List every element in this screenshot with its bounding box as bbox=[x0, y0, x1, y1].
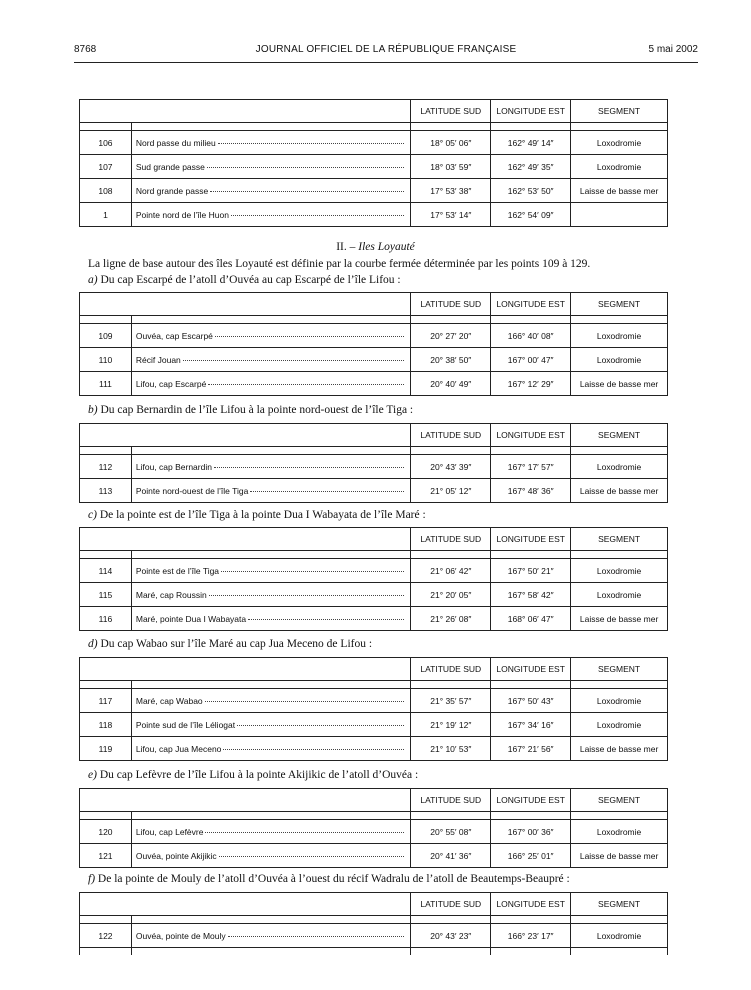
spacer-cell bbox=[571, 916, 668, 924]
subsection-text: De la pointe de Mouly de l’atoll d’Ouvéa à l’ouest du récif Wadralu de l’atoll de Beautemps-Beaupré : bbox=[97, 873, 570, 885]
header-blank-cell bbox=[80, 100, 411, 123]
latitude-value: 18° 03′ 59″ bbox=[411, 155, 491, 179]
latitude-header: LATITUDE SUD bbox=[411, 100, 491, 123]
spacer-cell bbox=[491, 812, 571, 820]
point-number: 120 bbox=[80, 820, 132, 844]
header-blank-cell bbox=[80, 893, 411, 916]
point-number: 112 bbox=[80, 455, 132, 479]
dot-leader bbox=[215, 336, 404, 337]
point-name-cell bbox=[131, 607, 411, 631]
segment-value: Loxodromie bbox=[571, 820, 668, 844]
spacer-cell bbox=[131, 316, 410, 324]
spacer-cell bbox=[80, 681, 132, 689]
points-table-continued bbox=[79, 99, 668, 227]
longitude-value: 166° 40′ 08″ bbox=[491, 324, 571, 348]
dot-leader bbox=[228, 936, 405, 937]
spacer-cell bbox=[80, 447, 132, 455]
latitude-header: LATITUDE SUD bbox=[411, 658, 491, 681]
segment-header: SEGMENT bbox=[571, 293, 668, 316]
table-spacer-row bbox=[80, 681, 668, 689]
table-row bbox=[80, 348, 668, 372]
point-name-cell bbox=[131, 479, 411, 503]
spacer-cell bbox=[411, 447, 491, 455]
segment-value: Loxodromie bbox=[571, 559, 668, 583]
table-spacer-row bbox=[80, 551, 668, 559]
spacer-cell bbox=[491, 316, 571, 324]
subsection-letter: f) bbox=[88, 873, 96, 885]
latitude-value: 20° 43′ 23″ bbox=[411, 924, 491, 948]
point-name-cell bbox=[131, 737, 410, 761]
continuation-cell bbox=[131, 948, 410, 956]
longitude-header: LONGITUDE EST bbox=[491, 658, 571, 681]
longitude-value: 167° 48′ 36″ bbox=[491, 479, 571, 503]
point-number: 106 bbox=[80, 131, 132, 155]
segment-value: Laisse de basse mer bbox=[571, 372, 668, 396]
spacer-cell bbox=[411, 916, 491, 924]
point-name-cell bbox=[131, 455, 411, 479]
segment-value: Loxodromie bbox=[571, 455, 668, 479]
spacer-cell bbox=[491, 681, 571, 689]
spacer-cell bbox=[571, 123, 668, 131]
latitude-value: 21° 19′ 12″ bbox=[411, 713, 491, 737]
point-name: Maré, cap Wabao bbox=[135, 695, 203, 706]
spacer-cell bbox=[80, 316, 132, 324]
table-spacer-row bbox=[80, 447, 668, 455]
point-name-cell bbox=[131, 924, 410, 948]
latitude-value: 21° 35′ 57″ bbox=[411, 689, 491, 713]
latitude-value: 20° 40′ 49″ bbox=[411, 372, 491, 396]
table-row bbox=[80, 455, 668, 479]
latitude-value: 21° 10′ 53″ bbox=[411, 737, 491, 761]
point-number: 111 bbox=[80, 372, 132, 396]
segment-header: SEGMENT bbox=[571, 658, 668, 681]
table-header-row bbox=[80, 293, 668, 316]
dot-leader bbox=[214, 467, 404, 468]
table-header-row bbox=[80, 789, 668, 812]
segment-value: Loxodromie bbox=[571, 713, 668, 737]
point-name-cell bbox=[131, 689, 410, 713]
header-rule bbox=[74, 62, 698, 63]
dot-leader bbox=[205, 832, 404, 833]
spacer-cell bbox=[571, 316, 668, 324]
subsection-letter: d) bbox=[88, 638, 98, 650]
header-blank-cell bbox=[80, 293, 411, 316]
point-name: Pointe est de l’île Tiga bbox=[135, 565, 220, 576]
point-name: Maré, pointe Dua I Wabayata bbox=[135, 613, 247, 624]
spacer-cell bbox=[491, 551, 571, 559]
spacer-cell bbox=[131, 447, 411, 455]
point-name-cell bbox=[131, 179, 410, 203]
header-blank-cell bbox=[80, 424, 411, 447]
table-spacer-row bbox=[80, 916, 668, 924]
table-header-row bbox=[80, 893, 668, 916]
point-name: Nord grande passe bbox=[135, 185, 209, 196]
point-name: Lifou, cap Jua Meceno bbox=[135, 743, 222, 754]
table-row bbox=[80, 583, 668, 607]
point-number: 115 bbox=[80, 583, 132, 607]
latitude-value: 20° 43′ 39″ bbox=[411, 455, 491, 479]
spacer-cell bbox=[491, 916, 571, 924]
segment-value: Laisse de basse mer bbox=[571, 844, 668, 868]
continuation-cell bbox=[491, 948, 571, 956]
latitude-value: 21° 06′ 42″ bbox=[411, 559, 491, 583]
longitude-header: LONGITUDE EST bbox=[491, 789, 571, 812]
table-header-row bbox=[80, 528, 668, 551]
table-row bbox=[80, 689, 668, 713]
point-name-cell bbox=[131, 713, 410, 737]
table-row bbox=[80, 844, 668, 868]
point-name: Maré, cap Roussin bbox=[135, 589, 207, 600]
latitude-value: 20° 41′ 36″ bbox=[411, 844, 491, 868]
point-name: Récif Jouan bbox=[135, 354, 181, 365]
spacer-cell bbox=[571, 812, 668, 820]
latitude-value: 20° 38′ 50″ bbox=[411, 348, 491, 372]
segment-value: Loxodromie bbox=[571, 131, 668, 155]
longitude-value: 167° 00′ 36″ bbox=[491, 820, 571, 844]
segment-value: Laisse de basse mer bbox=[571, 607, 668, 631]
dot-leader bbox=[210, 191, 404, 192]
point-name: Lifou, cap Escarpé bbox=[135, 378, 207, 389]
latitude-header: LATITUDE SUD bbox=[411, 424, 491, 447]
point-name: Ouvéa, cap Escarpé bbox=[135, 330, 213, 341]
longitude-value: 162° 53′ 50″ bbox=[491, 179, 571, 203]
dot-leader bbox=[237, 725, 404, 726]
table-row bbox=[80, 713, 668, 737]
table-row bbox=[80, 559, 668, 583]
dot-leader bbox=[218, 143, 405, 144]
point-number: 114 bbox=[80, 559, 132, 583]
subsection-text: Du cap Escarpé de l’atoll d’Ouvéa au cap Escarpé de l’île Lifou : bbox=[100, 274, 401, 286]
longitude-header: LONGITUDE EST bbox=[491, 293, 571, 316]
longitude-value: 162° 49′ 14″ bbox=[491, 131, 571, 155]
point-name-cell bbox=[131, 559, 411, 583]
longitude-value: 167° 50′ 43″ bbox=[491, 689, 571, 713]
spacer-cell bbox=[80, 812, 132, 820]
spacer-cell bbox=[131, 812, 410, 820]
longitude-value: 162° 54′ 09″ bbox=[491, 203, 571, 227]
points-table-f bbox=[79, 892, 668, 955]
point-number: 117 bbox=[80, 689, 132, 713]
point-name: Lifou, cap Bernardin bbox=[135, 461, 212, 472]
dot-leader bbox=[183, 360, 405, 361]
point-name-cell bbox=[131, 844, 410, 868]
segment-value: Loxodromie bbox=[571, 583, 668, 607]
header-blank-cell bbox=[80, 789, 411, 812]
point-name-cell bbox=[131, 820, 410, 844]
point-number: 107 bbox=[80, 155, 132, 179]
point-name: Nord passe du milieu bbox=[135, 137, 216, 148]
point-name: Ouvéa, pointe de Mouly bbox=[135, 930, 226, 941]
spacer-cell bbox=[411, 812, 491, 820]
longitude-value: 167° 34′ 16″ bbox=[491, 713, 571, 737]
section-intro: La ligne de base autour des îles Loyauté est définie par la courbe fermée déterminée par les points 109 à 129. bbox=[88, 258, 591, 270]
point-name-cell bbox=[131, 372, 410, 396]
dot-leader bbox=[205, 701, 405, 702]
spacer-cell bbox=[80, 916, 132, 924]
longitude-header: LONGITUDE EST bbox=[491, 893, 571, 916]
longitude-value: 167° 12′ 29″ bbox=[491, 372, 571, 396]
spacer-cell bbox=[80, 123, 132, 131]
point-name: Ouvéa, pointe Akijikic bbox=[135, 850, 217, 861]
table-header-row bbox=[80, 100, 668, 123]
journal-title: JOURNAL OFFICIEL DE LA RÉPUBLIQUE FRANÇAISE bbox=[255, 44, 517, 55]
dot-leader bbox=[248, 619, 404, 620]
segment-value: Loxodromie bbox=[571, 348, 668, 372]
dot-leader bbox=[208, 384, 404, 385]
spacer-cell bbox=[411, 316, 491, 324]
section-heading bbox=[0, 241, 751, 253]
longitude-value: 166° 23′ 17″ bbox=[491, 924, 571, 948]
table-row bbox=[80, 131, 668, 155]
segment-value: Loxodromie bbox=[571, 689, 668, 713]
spacer-cell bbox=[131, 123, 410, 131]
segment-header: SEGMENT bbox=[571, 528, 668, 551]
points-table-a bbox=[79, 292, 668, 396]
longitude-header: LONGITUDE EST bbox=[491, 100, 571, 123]
segment-value: Laisse de basse mer bbox=[571, 737, 668, 761]
latitude-value: 21° 05′ 12″ bbox=[411, 479, 491, 503]
page-number: 8768 bbox=[74, 44, 97, 55]
subsection-e-heading bbox=[88, 769, 418, 781]
table-header-row bbox=[80, 424, 668, 447]
segment-value: Laisse de basse mer bbox=[571, 179, 668, 203]
table-row bbox=[80, 607, 668, 631]
point-name: Pointe nord-ouest de l’île Tiga bbox=[135, 485, 249, 496]
latitude-value: 21° 26′ 08″ bbox=[411, 607, 491, 631]
spacer-cell bbox=[131, 916, 410, 924]
longitude-value: 168° 06′ 47″ bbox=[491, 607, 571, 631]
subsection-text: Du cap Wabao sur l’île Maré au cap Jua Meceno de Lifou : bbox=[100, 638, 373, 650]
spacer-cell bbox=[491, 447, 571, 455]
dot-leader bbox=[209, 595, 405, 596]
point-number: 122 bbox=[80, 924, 132, 948]
table-row bbox=[80, 179, 668, 203]
point-name-cell bbox=[131, 583, 411, 607]
spacer-cell bbox=[491, 123, 571, 131]
segment-value: Laisse de basse mer bbox=[571, 479, 668, 503]
dot-leader bbox=[231, 215, 404, 216]
section-number: II. – bbox=[336, 241, 356, 253]
subsection-d-heading bbox=[88, 638, 372, 650]
subsection-letter: b) bbox=[88, 404, 98, 416]
table-header-row bbox=[80, 658, 668, 681]
subsection-text: Du cap Lefèvre de l’île Lifou à la pointe Akijikic de l’atoll d’Ouvéa : bbox=[99, 769, 419, 781]
point-number: 119 bbox=[80, 737, 132, 761]
header-blank-cell bbox=[80, 658, 411, 681]
segment-header: SEGMENT bbox=[571, 893, 668, 916]
header-blank-cell bbox=[80, 528, 411, 551]
table-row bbox=[80, 203, 668, 227]
latitude-value: 18° 05′ 06″ bbox=[411, 131, 491, 155]
segment-value: Loxodromie bbox=[571, 924, 668, 948]
latitude-value: 17° 53′ 38″ bbox=[411, 179, 491, 203]
dot-leader bbox=[207, 167, 404, 168]
longitude-value: 162° 49′ 35″ bbox=[491, 155, 571, 179]
longitude-value: 167° 50′ 21″ bbox=[491, 559, 571, 583]
spacer-cell bbox=[80, 551, 132, 559]
table-row bbox=[80, 372, 668, 396]
spacer-cell bbox=[571, 551, 668, 559]
table-row bbox=[80, 155, 668, 179]
table-spacer-row bbox=[80, 123, 668, 131]
point-name-cell bbox=[131, 203, 410, 227]
subsection-c-heading bbox=[88, 509, 426, 521]
spacer-cell bbox=[411, 551, 491, 559]
segment-header: SEGMENT bbox=[571, 424, 668, 447]
longitude-value: 167° 58′ 42″ bbox=[491, 583, 571, 607]
segment-header: SEGMENT bbox=[571, 100, 668, 123]
points-table-e bbox=[79, 788, 668, 868]
point-number: 109 bbox=[80, 324, 132, 348]
page-header bbox=[74, 44, 698, 60]
continuation-cell bbox=[571, 948, 668, 956]
points-table-b bbox=[79, 423, 668, 503]
point-number: 121 bbox=[80, 844, 132, 868]
longitude-header: LONGITUDE EST bbox=[491, 424, 571, 447]
point-name: Lifou, cap Lefèvre bbox=[135, 826, 204, 837]
latitude-value: 17° 53′ 14″ bbox=[411, 203, 491, 227]
subsection-b-heading bbox=[88, 404, 413, 416]
latitude-value: 21° 20′ 05″ bbox=[411, 583, 491, 607]
table-row bbox=[80, 737, 668, 761]
table-row bbox=[80, 924, 668, 948]
spacer-cell bbox=[571, 447, 668, 455]
point-name-cell bbox=[131, 348, 410, 372]
point-number: 1 bbox=[80, 203, 132, 227]
spacer-cell bbox=[131, 681, 410, 689]
subsection-f-heading bbox=[88, 873, 570, 885]
table-spacer-row bbox=[80, 812, 668, 820]
points-table-c bbox=[79, 527, 668, 631]
latitude-header: LATITUDE SUD bbox=[411, 789, 491, 812]
latitude-value: 20° 55′ 08″ bbox=[411, 820, 491, 844]
point-name: Sud grande passe bbox=[135, 161, 205, 172]
segment-value: Loxodromie bbox=[571, 155, 668, 179]
latitude-value: 20° 27′ 20″ bbox=[411, 324, 491, 348]
segment-value bbox=[571, 203, 668, 227]
latitude-header: LATITUDE SUD bbox=[411, 528, 491, 551]
longitude-header: LONGITUDE EST bbox=[491, 528, 571, 551]
points-table-d bbox=[79, 657, 668, 761]
point-number: 116 bbox=[80, 607, 132, 631]
continuation-cell bbox=[80, 948, 132, 956]
point-name-cell bbox=[131, 324, 410, 348]
longitude-value: 167° 17′ 57″ bbox=[491, 455, 571, 479]
dot-leader bbox=[250, 491, 404, 492]
point-number: 110 bbox=[80, 348, 132, 372]
issue-date: 5 mai 2002 bbox=[648, 44, 698, 55]
section-title: Iles Loyauté bbox=[358, 241, 415, 253]
point-name-cell bbox=[131, 131, 410, 155]
latitude-header: LATITUDE SUD bbox=[411, 893, 491, 916]
subsection-letter: c) bbox=[88, 509, 97, 521]
segment-value: Loxodromie bbox=[571, 324, 668, 348]
subsection-letter: a) bbox=[88, 274, 98, 286]
subsection-text: De la pointe est de l’île Tiga à la pointe Dua I Wabayata de l’île Maré : bbox=[99, 509, 426, 521]
subsection-text: Du cap Bernardin de l’île Lifou à la pointe nord-ouest de l’île Tiga : bbox=[100, 404, 414, 416]
continuation-cell bbox=[411, 948, 491, 956]
spacer-cell bbox=[131, 551, 411, 559]
table-spacer-row bbox=[80, 316, 668, 324]
spacer-cell bbox=[571, 681, 668, 689]
longitude-value: 167° 00′ 47″ bbox=[491, 348, 571, 372]
latitude-header: LATITUDE SUD bbox=[411, 293, 491, 316]
spacer-cell bbox=[411, 123, 491, 131]
subsection-a-heading bbox=[88, 274, 401, 286]
point-name: Pointe sud de l’île Léliogat bbox=[135, 719, 236, 730]
point-name: Pointe nord de l’île Huon bbox=[135, 209, 229, 220]
segment-header: SEGMENT bbox=[571, 789, 668, 812]
dot-leader bbox=[223, 749, 404, 750]
point-number: 118 bbox=[80, 713, 132, 737]
subsection-letter: e) bbox=[88, 769, 97, 781]
longitude-value: 166° 25′ 01″ bbox=[491, 844, 571, 868]
point-name-cell bbox=[131, 155, 410, 179]
point-number: 113 bbox=[80, 479, 132, 503]
point-number: 108 bbox=[80, 179, 132, 203]
table-row bbox=[80, 820, 668, 844]
longitude-value: 167° 21′ 56″ bbox=[491, 737, 571, 761]
table-continuation-row bbox=[80, 948, 668, 956]
dot-leader bbox=[219, 856, 405, 857]
dot-leader bbox=[221, 571, 404, 572]
spacer-cell bbox=[411, 681, 491, 689]
table-row bbox=[80, 324, 668, 348]
table-row bbox=[80, 479, 668, 503]
